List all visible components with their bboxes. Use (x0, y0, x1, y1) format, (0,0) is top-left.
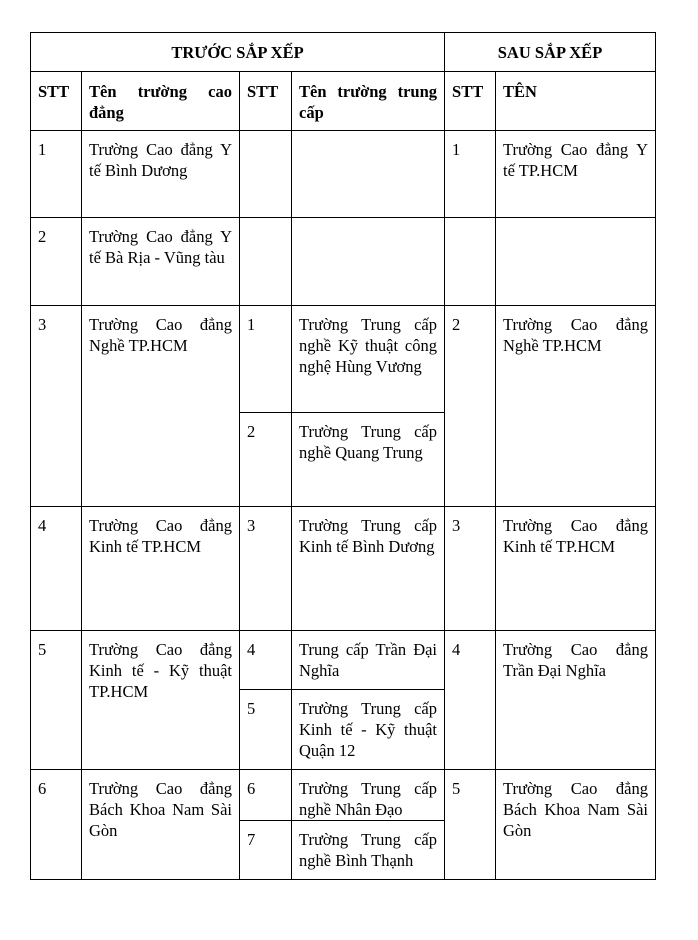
school-merger-table (30, 32, 656, 880)
intermediate-stt: 4 (240, 631, 292, 690)
new-name: Trường Cao đẳng Trần Đại Nghĩa (496, 631, 656, 770)
new-stt: 2 (445, 306, 496, 507)
college-name: Trường Cao đẳng Bách Khoa Nam Sài Gòn (82, 770, 240, 880)
new-stt: 3 (445, 507, 496, 631)
college-stt: 6 (31, 770, 82, 880)
college-name: Trường Cao đẳng Y tế Bà Rịa - Vũng tàu (82, 218, 240, 306)
new-stt (445, 218, 496, 306)
table-row (31, 631, 656, 690)
intermediate-name: Trung cấp Trần Đại Nghĩa (292, 631, 445, 690)
new-stt: 5 (445, 770, 496, 880)
intermediate-stt: 5 (240, 690, 292, 770)
header-stt-intermediate: STT (240, 72, 292, 131)
header-new-name: TÊN (496, 72, 656, 131)
college-name: Trường Cao đẳng Nghề TP.HCM (82, 306, 240, 507)
new-name: Trường Cao đẳng Nghề TP.HCM (496, 306, 656, 507)
college-stt: 1 (31, 131, 82, 218)
intermediate-stt: 1 (240, 306, 292, 413)
new-stt: 4 (445, 631, 496, 770)
intermediate-name: Trường Trung cấp nghề Kỹ thuật công nghệ Hùng Vương (292, 306, 445, 413)
table-row (31, 770, 656, 821)
college-name: Trường Cao đẳng Kinh tế TP.HCM (82, 507, 240, 631)
table-row (31, 131, 656, 218)
intermediate-stt: 2 (240, 413, 292, 507)
table-row (31, 218, 656, 306)
intermediate-name: Trường Trung cấp nghề Quang Trung (292, 413, 445, 507)
intermediate-name: Trường Trung cấp nghề Nhân Đạo (292, 770, 445, 821)
intermediate-name: Trường Trung cấp Kinh tế - Kỹ thuật Quận 12 (292, 690, 445, 770)
intermediate-name: Trường Trung cấp Kinh tế Bình Dương (292, 507, 445, 631)
intermediate-stt: 3 (240, 507, 292, 631)
new-name (496, 218, 656, 306)
college-stt: 3 (31, 306, 82, 507)
new-name: Trường Cao đẳng Kinh tế TP.HCM (496, 507, 656, 631)
table-row (31, 507, 656, 631)
header-before-merger: TRƯỚC SẮP XẾP (31, 33, 445, 72)
header-stt-college: STT (31, 72, 82, 131)
intermediate-name (292, 218, 445, 306)
intermediate-stt: 6 (240, 770, 292, 821)
intermediate-name: Trường Trung cấp nghề Bình Thạnh (292, 821, 445, 880)
header-college-name: Tên trường cao đẳng (82, 72, 240, 131)
new-name: Trường Cao đẳng Bách Khoa Nam Sài Gòn (496, 770, 656, 880)
new-stt: 1 (445, 131, 496, 218)
intermediate-stt (240, 131, 292, 218)
intermediate-name (292, 131, 445, 218)
header-intermediate-name: Tên trường trung cấp (292, 72, 445, 131)
table-row (31, 306, 656, 413)
college-stt: 5 (31, 631, 82, 770)
header-after-merger: SAU SẮP XẾP (445, 33, 656, 72)
intermediate-stt: 7 (240, 821, 292, 880)
college-stt: 2 (31, 218, 82, 306)
college-name: Trường Cao đẳng Y tế Bình Dương (82, 131, 240, 218)
college-name: Trường Cao đẳng Kinh tế - Kỹ thuật TP.HCM (82, 631, 240, 770)
header-stt-new: STT (445, 72, 496, 131)
new-name: Trường Cao đẳng Y tế TP.HCM (496, 131, 656, 218)
intermediate-stt (240, 218, 292, 306)
college-stt: 4 (31, 507, 82, 631)
